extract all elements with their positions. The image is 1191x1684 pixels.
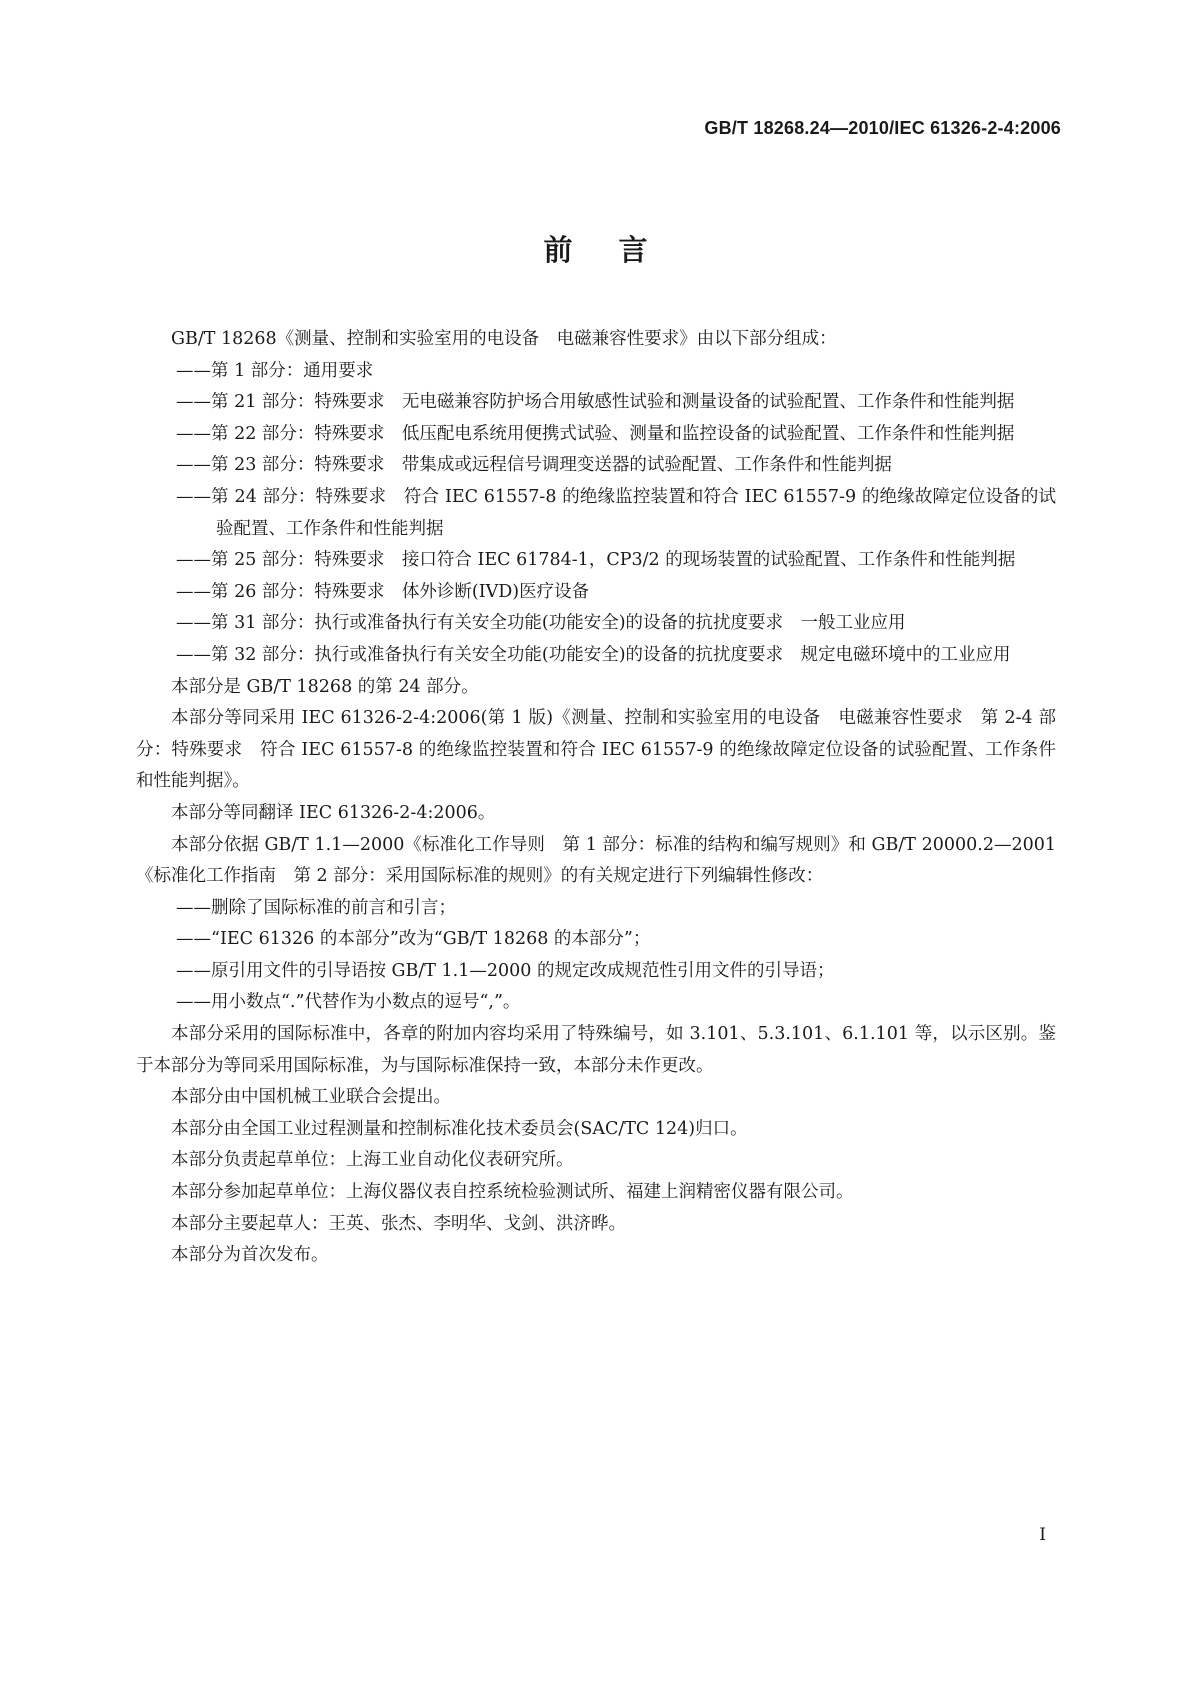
part-list-item: ——第 23 部分：特殊要求 带集成或远程信号调理变送器的试验配置、工作条件和性能判据 [176, 455, 892, 476]
part-list-item: ——第 1 部分：通用要求 [176, 360, 374, 381]
part-list-item: ——第 21 部分：特殊要求 无电磁兼容防护场合用敏感性试验和测量设备的试验配置、工作条件和性能判据 [176, 392, 1015, 413]
drafters-paragraph: 本部分主要起草人：王英、张杰、李明华、戈剑、洪济晔。 [171, 1213, 626, 1234]
page-number: I [1039, 1525, 1046, 1545]
edit-list-item: ——“IEC 61326 的本部分”改为“GB/T 18268 的本部分”； [176, 929, 651, 950]
basis-paragraph: 本部分依据 GB/T 1.1—2000《标准化工作导则 第 1 部分：标准的结构和编写规则》和 GB/T 20000.2—2001《标准化工作指南 第 2 部分：采用国际标准的规则》的有关规定进行下列编辑性修改： [136, 834, 1056, 887]
part-list-item: ——第 31 部分：执行或准备执行有关安全功能(功能安全)的设备的抗扰度要求 一般工业应用 [176, 613, 906, 634]
foreword-body [136, 324, 1056, 1272]
edit-list-item: ——原引用文件的引导语按 GB/T 1.1—2000 的规定改成规范性引用文件的引导语； [176, 960, 835, 981]
participating-unit-paragraph: 本部分参加起草单位：上海仪器仪表自控系统检验测试所、福建上润精密仪器有限公司。 [171, 1182, 854, 1203]
part-number-paragraph: 本部分是 GB/T 18268 的第 24 部分。 [171, 676, 479, 697]
proposed-by-paragraph: 本部分由中国机械工业联合会提出。 [171, 1087, 451, 1108]
intro-paragraph: GB/T 18268《测量、控制和实验室用的电设备 电磁兼容性要求》由以下部分组成： [171, 329, 837, 349]
document-number-header: GB/T 18268.24—2010/IEC 61326-2-4:2006 [704, 118, 1061, 138]
part-list-item: ——第 32 部分：执行或准备执行有关安全功能(功能安全)的设备的抗扰度要求 规定电磁环境中的工业应用 [176, 644, 1011, 665]
edit-list-item: ——删除了国际标准的前言和引言； [176, 897, 456, 918]
first-release-paragraph: 本部分为首次发布。 [171, 1245, 329, 1266]
drafting-unit-paragraph: 本部分负责起草单位：上海工业自动化仪表研究所。 [171, 1150, 574, 1171]
part-list-item: ——第 25 部分：特殊要求 接口符合 IEC 61784-1，CP3/2 的现场装置的试验配置、工作条件和性能判据 [176, 550, 1016, 571]
page-title: 前言 [543, 233, 694, 267]
numbering-paragraph: 本部分采用的国际标准中，各章的附加内容均采用了特殊编号，如 3.101、5.3.101、6.1.101 等，以示区别。鉴于本部分为等同采用国际标准，为与国际标准保持一致，本部分未作更改。 [136, 1024, 1056, 1076]
part-list-item: ——第 24 部分：特殊要求 符合 IEC 61557-8 的绝缘监控装置和符合 IEC 61557-9 的绝缘故障定位设备的试验配置、工作条件和性能判据 [176, 486, 1056, 539]
translation-paragraph: 本部分等同翻译 IEC 61326-2-4:2006。 [171, 802, 496, 823]
adoption-paragraph: 本部分等同采用 IEC 61326-2-4:2006(第 1 版)《测量、控制和实验室用的电设备 电磁兼容性要求 第 2-4 部分：特殊要求 符合 IEC 61557-8 的绝缘监控装置和符合 IEC 61557-9 的绝缘故障定位设备的试验配置、工作条件和性能判据》。 [136, 708, 1056, 792]
centralized-paragraph: 本部分由全国工业过程测量和控制标准化技术委员会(SAC/TC 124)归口。 [171, 1118, 748, 1139]
edit-list-item: ——用小数点“.”代替作为小数点的逗号“,”。 [176, 992, 521, 1013]
part-list-item: ——第 22 部分：特殊要求 低压配电系统用便携式试验、测量和监控设备的试验配置、工作条件和性能判据 [176, 423, 1015, 444]
part-list-item: ——第 26 部分：特殊要求 体外诊断(IVD)医疗设备 [176, 581, 590, 602]
